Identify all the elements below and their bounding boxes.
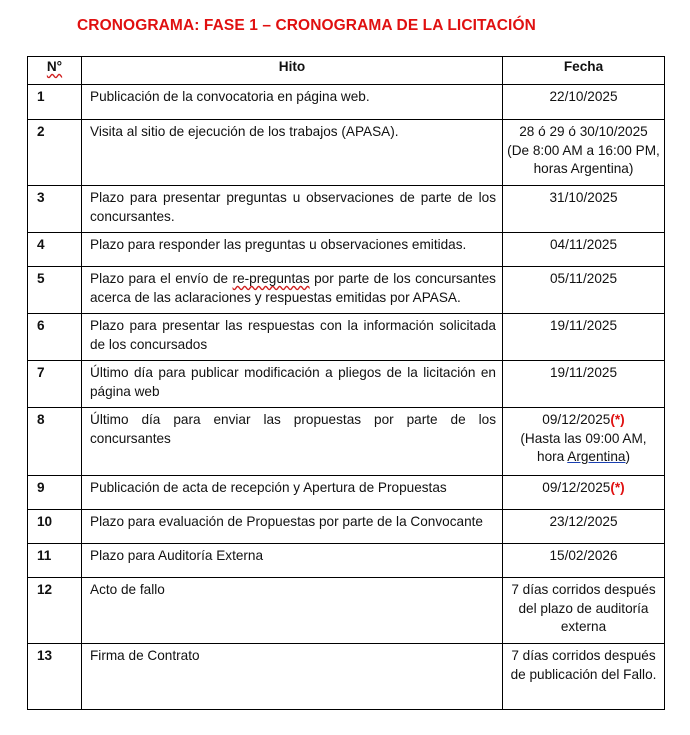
row-hito: Acto de fallo bbox=[82, 578, 503, 644]
row-fecha: 28 ó 29 ó 30/10/2025 (De 8:00 AM a 16:00 PM, horas Argentina) bbox=[503, 120, 665, 186]
row-fecha: 15/02/2026 bbox=[503, 544, 665, 578]
row-fecha-value: 09/12/2025 bbox=[542, 480, 611, 495]
row-fecha: 7 días corridos después de publicación del Fallo. bbox=[503, 644, 665, 710]
table-row bbox=[28, 578, 665, 644]
row-hito: Último día para enviar las propuestas por parte de los concursantes bbox=[82, 408, 503, 476]
row-number: 9 bbox=[28, 476, 82, 510]
table-header-row bbox=[28, 57, 665, 85]
row-hito: Último día para publicar modificación a pliegos de la licitación en página web bbox=[82, 361, 503, 408]
row-hito: Plazo para presentar las respuestas con la información solicitada de los concursados bbox=[82, 314, 503, 361]
row-fecha: 04/11/2025 bbox=[503, 233, 665, 267]
asterisk-note-marker: (*) bbox=[610, 480, 625, 495]
row-hito: Plazo para Auditoría Externa bbox=[82, 544, 503, 578]
row-fecha-value: 09/12/2025 bbox=[542, 412, 611, 427]
row-hito-text-end: por parte de los concursantes acerca de las aclaraciones y respuestas emitidas por APASA. bbox=[90, 271, 496, 305]
header-number-label: N° bbox=[46, 59, 63, 74]
table-row bbox=[28, 361, 665, 408]
row-number: 11 bbox=[28, 544, 82, 578]
document-title: CRONOGRAMA: FASE 1 – CRONOGRAMA DE LA LICITACIÓN bbox=[77, 17, 536, 34]
row-fecha bbox=[503, 476, 665, 510]
table-row bbox=[28, 233, 665, 267]
row-fecha-note: (Hasta las 09:00 AM, hora bbox=[520, 430, 647, 464]
row-number: 7 bbox=[28, 361, 82, 408]
table-row bbox=[28, 510, 665, 544]
row-hito: Publicación de acta de recepción y Apertura de Propuestas bbox=[82, 476, 503, 510]
row-number: 5 bbox=[28, 267, 82, 314]
table-row bbox=[28, 544, 665, 578]
row-fecha: 31/10/2025 bbox=[503, 186, 665, 233]
row-number: 3 bbox=[28, 186, 82, 233]
asterisk-note-marker: (*) bbox=[610, 412, 625, 427]
row-fecha: 22/10/2025 bbox=[503, 85, 665, 120]
table-row bbox=[28, 267, 665, 314]
row-number: 10 bbox=[28, 510, 82, 544]
row-number: 8 bbox=[28, 408, 82, 476]
row-number: 13 bbox=[28, 644, 82, 710]
row-hito: Visita al sitio de ejecución de los trabajos (APASA). bbox=[82, 120, 503, 186]
header-number bbox=[28, 57, 82, 85]
row-fecha: 05/11/2025 bbox=[503, 267, 665, 314]
row-hito: Plazo para responder las preguntas u observaciones emitidas. bbox=[82, 233, 503, 267]
table-row bbox=[28, 314, 665, 361]
row-fecha: 7 días corridos después del plazo de auditoría externa bbox=[503, 578, 665, 644]
row-hito-marked-word: re-preguntas bbox=[232, 271, 310, 286]
row-hito: Plazo para presentar preguntas u observaciones de parte de los concursantes. bbox=[82, 186, 503, 233]
row-hito-text: Plazo para el envío de bbox=[90, 271, 233, 286]
row-fecha-note-end: ) bbox=[625, 449, 630, 464]
table-row bbox=[28, 85, 665, 120]
row-number: 6 bbox=[28, 314, 82, 361]
row-fecha: 19/11/2025 bbox=[503, 361, 665, 408]
table-row bbox=[28, 186, 665, 233]
row-hito: Publicación de la convocatoria en página web. bbox=[82, 85, 503, 120]
table-row bbox=[28, 476, 665, 510]
table-row bbox=[28, 120, 665, 186]
row-number: 2 bbox=[28, 120, 82, 186]
header-hito: Hito bbox=[82, 57, 503, 85]
row-hito: Plazo para evaluación de Propuestas por parte de la Convocante bbox=[82, 510, 503, 544]
table-row bbox=[28, 408, 665, 476]
row-fecha: 23/12/2025 bbox=[503, 510, 665, 544]
row-fecha-note-marked-word: Argentina bbox=[567, 449, 626, 464]
row-fecha: 19/11/2025 bbox=[503, 314, 665, 361]
row-number: 4 bbox=[28, 233, 82, 267]
schedule-table bbox=[27, 56, 665, 710]
table-row bbox=[28, 644, 665, 710]
row-fecha bbox=[503, 408, 665, 476]
row-number: 12 bbox=[28, 578, 82, 644]
row-hito bbox=[82, 267, 503, 314]
row-hito: Firma de Contrato bbox=[82, 644, 503, 710]
header-fecha: Fecha bbox=[503, 57, 665, 85]
row-number: 1 bbox=[28, 85, 82, 120]
